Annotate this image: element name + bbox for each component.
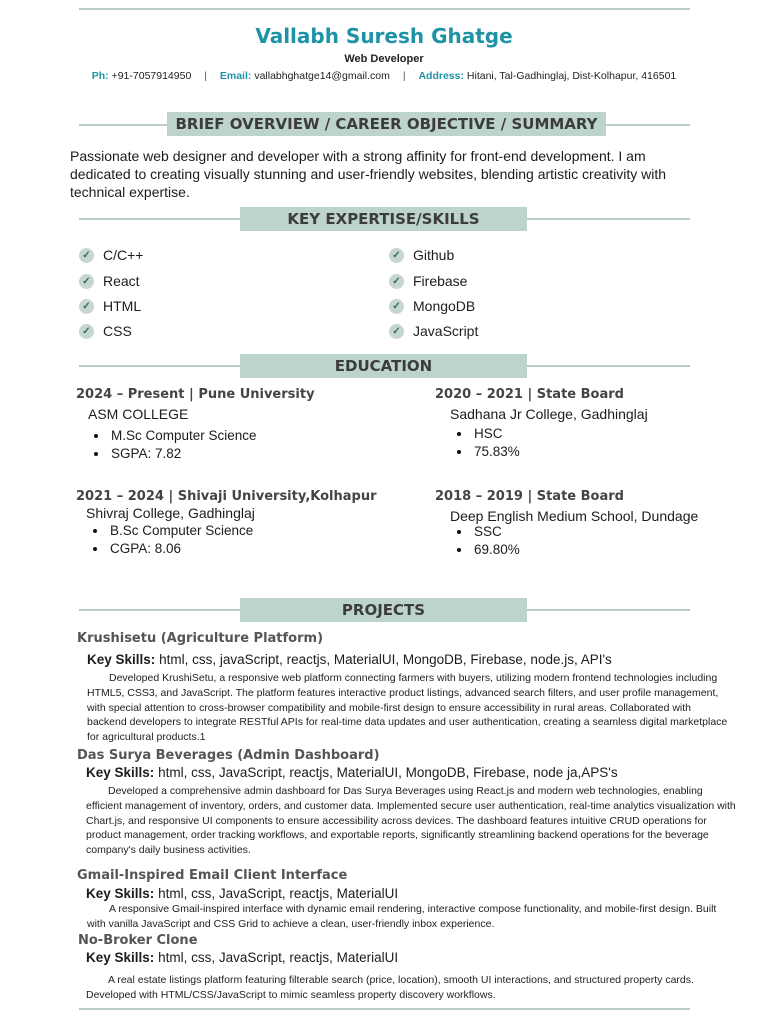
check-icon: ✓: [389, 324, 404, 339]
candidate-name: Vallabh Suresh Ghatge: [255, 24, 513, 48]
skill-item: ✓ React: [79, 272, 140, 290]
education-institution: Shivraj College, Gadhinglaj: [86, 505, 255, 521]
address-value: Hitani, Tal-Gadhinglaj, Dist-Kolhapur, 416501: [466, 70, 677, 82]
education-detail: 75.83%: [456, 443, 520, 461]
education-detail: 69.80%: [456, 541, 520, 559]
check-icon: ✓: [389, 299, 404, 314]
education-detail: SSC: [456, 523, 520, 541]
email-value[interactable]: vallabhghatge14@gmail.com: [254, 70, 390, 82]
project-title: No-Broker Clone: [78, 933, 198, 948]
project-title: Das Surya Beverages (Admin Dashboard): [77, 748, 380, 763]
project-title: Gmail-Inspired Email Client Interface: [77, 868, 348, 883]
contact-line: [0, 70, 768, 82]
top-divider: [79, 8, 690, 10]
skill-item: ✓ CSS: [79, 322, 132, 340]
project-skills: Key Skills: html, css, JavaScript, reactjs, MaterialUI: [86, 950, 399, 965]
check-icon: ✓: [79, 324, 94, 339]
skills-heading: KEY EXPERTISE/SKILLS: [240, 207, 527, 231]
education-heading: EDUCATION: [240, 354, 527, 378]
skill-item: ✓ HTML: [79, 297, 141, 315]
job-title: Web Developer: [344, 53, 424, 65]
education-details: [456, 523, 520, 559]
phone-label: Ph:: [91, 70, 109, 82]
skill-item: ✓ C/C++: [79, 246, 143, 264]
education-institution: ASM COLLEGE: [88, 406, 189, 422]
education-detail: CGPA: 8.06: [92, 540, 253, 558]
check-icon: ✓: [79, 248, 94, 263]
check-icon: ✓: [79, 299, 94, 314]
education-detail: B.Sc Computer Science: [92, 522, 253, 540]
education-heading-item: 2024 – Present | Pune University: [76, 387, 315, 402]
education-detail: M.Sc Computer Science: [93, 427, 257, 445]
email-label: Email:: [219, 70, 252, 82]
project-skills: Key Skills: html, css, JavaScript, reactjs, MaterialUI: [86, 886, 399, 901]
summary-text: Passionate web designer and developer with a strong affinity for front-end development. I am dedicated to creating visually stunning and user-friendly websites, blending artistic creativity with technical expertise.: [70, 148, 667, 200]
education-details: [93, 427, 257, 463]
separator: |: [402, 70, 406, 82]
education-institution: Sadhana Jr College, Gadhinglaj: [450, 406, 648, 422]
bottom-divider: [79, 1008, 690, 1010]
project-skills: Key Skills: html, css, JavaScript, reactjs, MaterialUI, MongoDB, Firebase, node ja,APS's: [86, 765, 618, 780]
education-detail: SGPA: 7.82: [93, 445, 257, 463]
education-details: [456, 425, 520, 461]
address-label: Address:: [418, 70, 464, 82]
project-description: Developed a comprehensive admin dashboard for Das Surya Beverages using React.js and modern web technologies, enabling efficient management of inventory, orders, and customer data. Implemented secure user authentication, real-time analytics visualization with Chart.js, and responsive UI components to ensure accessibility across devices. The dashboard features intuitive CRUD operations for product management, order tracking workflows, and exportable reports, significantly streamlining backend operations for the beverage company's daily business activities.: [86, 785, 736, 857]
projects-heading: PROJECTS: [240, 598, 527, 622]
separator: |: [204, 70, 207, 82]
project-title: Krushisetu (Agriculture Platform): [77, 631, 324, 646]
check-icon: ✓: [79, 274, 94, 289]
skill-item: ✓ Firebase: [389, 272, 467, 290]
skill-item: ✓ JavaScript: [389, 322, 478, 340]
project-skills: Key Skills: html, css, javaScript, reactjs, MaterialUI, MongoDB, Firebase, node.js, API's: [87, 652, 612, 667]
education-details: [92, 522, 253, 558]
education-institution: Deep English Medium School, Dundage: [450, 508, 699, 524]
check-icon: ✓: [389, 274, 404, 289]
project-description: A responsive Gmail-inspired interface with dynamic email rendering, interactive compose functionality, and mobile-first design. Built with vanilla JavaScript and CSS Grid to achieve a clean, user-friendly inbox experience.: [87, 903, 717, 930]
education-heading-item: 2018 – 2019 | State Board: [435, 489, 624, 504]
education-detail: HSC: [456, 425, 520, 443]
education-heading-item: 2020 – 2021 | State Board: [435, 387, 624, 402]
project-description: A real estate listings platform featuring filterable search (price, location), smooth UI interactions, and structured property cards. Developed with HTML/CSS/JavaScript to mimic seamless property discovery workflows.: [86, 974, 694, 1001]
skill-item: ✓ Github: [389, 246, 454, 264]
project-description: Developed KrushiSetu, a responsive web platform connecting farmers with buyers, utilizing modern frontend technologies including HTML5, CSS3, and JavaScript. The platform features interactive product listings, advanced search filters, and user profile management, with special attention to cross-browser compatibility and mobile-first design to ensure accessibility in rural areas. Collaborated with backend developers to integrate RESTful APIs for real-time data updates and user authentication, creating a seamless digital marketplace for agricultural products.1: [87, 672, 728, 744]
phone-value[interactable]: +91-7057914950: [111, 70, 192, 82]
skill-item: ✓ MongoDB: [389, 297, 475, 315]
check-icon: ✓: [389, 248, 404, 263]
summary-heading: BRIEF OVERVIEW / CAREER OBJECTIVE / SUMMARY: [167, 112, 606, 136]
education-heading-item: 2021 – 2024 | Shivaji University,Kolhapur: [76, 489, 377, 504]
